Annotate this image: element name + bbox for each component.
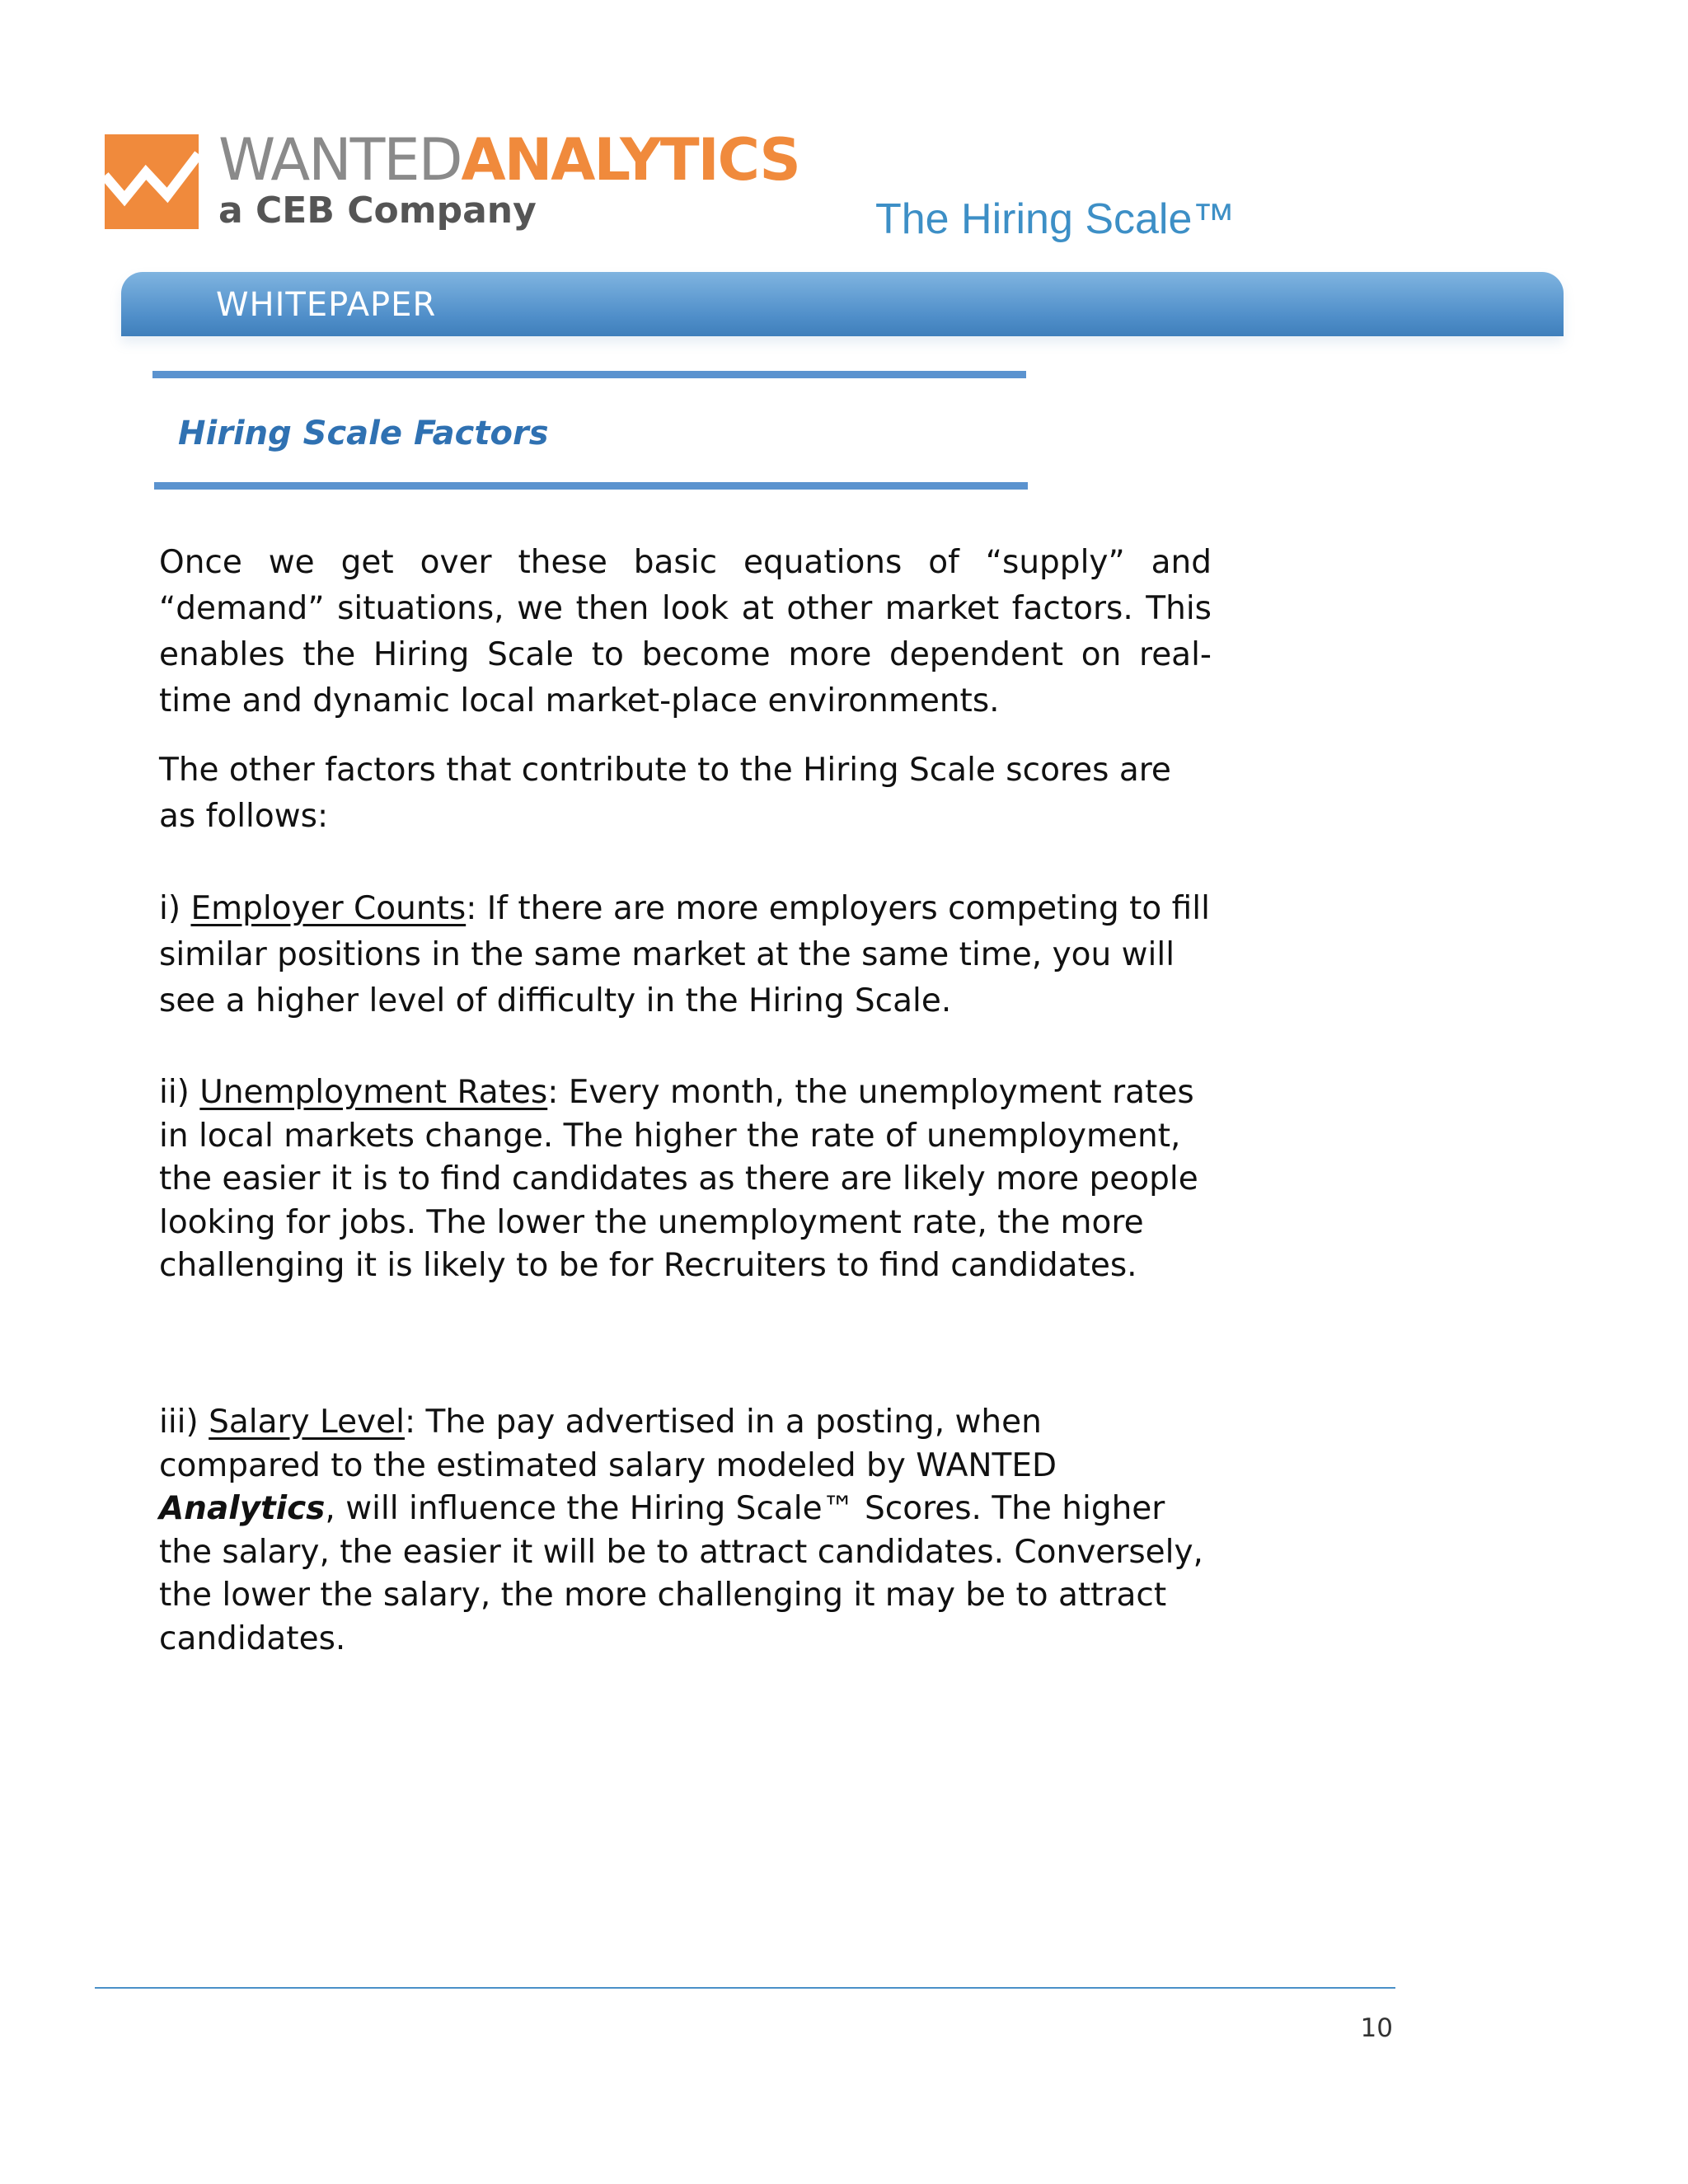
whitepaper-label: WHITEPAPER xyxy=(216,286,437,324)
factor-item-salary-level xyxy=(159,1401,1212,1661)
body-paragraph-2: The other factors that contribute to the Hiring Scale scores are as follows: xyxy=(159,752,1171,835)
brand-wordmark-light: WANTED xyxy=(218,126,462,194)
body-paragraph-1: Once we get over these basic equations of “supply” and “demand” situations, we then look at other market factors. This enables the Hiring Scale to become more dependent on real-time and dynamic local market-place environments. xyxy=(159,544,1212,719)
factor-text: : If there are more employers competing to fill similar positions in the same market at the same time, you will see a higher level of difficulty in the Hiring Scale. xyxy=(159,890,1210,1019)
factor-item-unemployment-rates xyxy=(159,1071,1212,1288)
brand-wordmark-bold: ANALYTICS xyxy=(461,126,799,194)
factor-item-employer-counts xyxy=(159,886,1212,1024)
section-rule-top xyxy=(152,371,1026,378)
factor-prefix: ii) xyxy=(159,1074,200,1111)
factor-prefix: i) xyxy=(159,890,191,927)
page-number: 10 xyxy=(1360,2013,1393,2043)
factor-prefix: iii) xyxy=(159,1404,209,1441)
factor-term: Employer Counts xyxy=(190,890,467,927)
factor-emphasis: Analytics xyxy=(159,1490,326,1527)
wanted-analytics-logo-icon xyxy=(105,134,199,229)
brand-wordmark xyxy=(218,125,799,194)
footer-rule xyxy=(95,1987,1395,1989)
document-title: The Hiring Scale™ xyxy=(875,195,1236,243)
sub-brand: a CEB Company xyxy=(218,190,537,232)
section-heading: Hiring Scale Factors xyxy=(178,415,549,452)
factor-text: : The pay advertised in a posting, when compared to the estimated salary modeled by WANTED xyxy=(159,1404,1057,1484)
factor-term: Salary Level xyxy=(209,1404,405,1441)
factor-term: Unemployment Rates xyxy=(199,1074,548,1111)
section-rule-bottom xyxy=(154,482,1028,490)
factor-text: , will influence the Hiring Scale™ Scores. The higher the salary, the easier it will be to attract candidates. Conversely, the lower the salary, the more challenging it may be to attract candidates. xyxy=(159,1490,1203,1657)
factor-text: : Every month, the unemployment rates in local markets change. The higher the rate of unemployment, the easier it is to find candidates as there are likely more people looking for jobs. The lower the unemployment rate, the more challenging it is likely to be for Recruiters to find candidates. xyxy=(159,1074,1198,1284)
